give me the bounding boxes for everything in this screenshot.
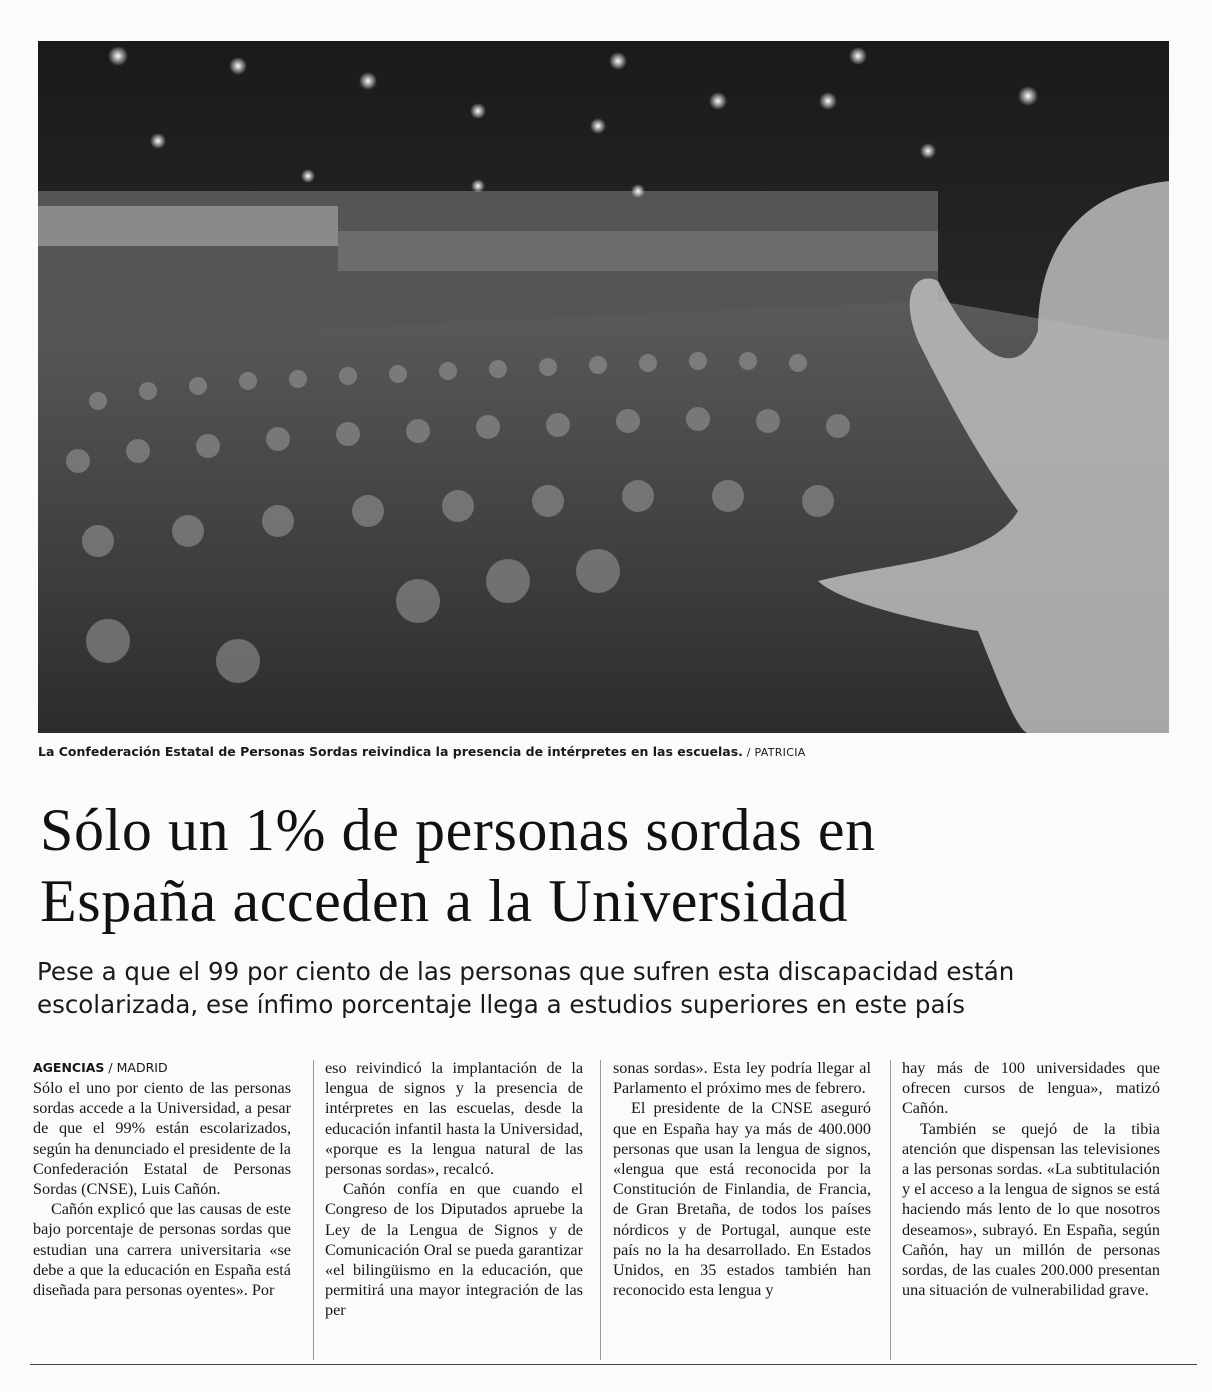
paragraph: eso reivindicó la implantación de la lengua de signos y la presencia de intérpretes en las escuelas, desde la educación infantil hasta la Universidad, «porque es la lengua natural de las personas sordas», recalcó. [325,1059,583,1179]
byline [33,1058,291,1078]
subhead-line-2: escolarizada, ese ínfimo porcentaje llega a estudios superiores en este país [37,990,966,1019]
paragraph: Sólo el uno por ciento de las personas sordas accede a la Universidad, a pesar de que el 99% están escolarizados, según ha denunciado el presidente de la Confederación Estatal de Personas Sordas (CNSE), Luis Cañón. [33,1079,291,1199]
article-column-4 [902,1058,1160,1300]
headline-line-1: Sólo un 1% de personas sordas en [40,797,876,863]
photo-caption [38,744,1178,759]
column-divider [600,1060,601,1360]
paragraph: Cañón explicó que las causas de este bajo porcentaje de personas sordas que estudian una carrera universitaria «se debe a que la educación en España está diseñada para personas oyentes». Por [33,1200,291,1300]
caption-text: La Confederación Estatal de Personas Sordas reivindica la presencia de intérpretes en las escuelas. [38,744,743,759]
article-column-2 [325,1058,583,1321]
byline-separator: / [104,1060,117,1075]
byline-city: MADRID [116,1060,168,1075]
paragraph: También se quejó de la tibia atención que dispensan las televisiones a las personas sordas. «La subtitulación y el acceso a la lengua de signos se está haciendo más lento de lo que nosotros deseamos», subrayó. En España, según Cañón, hay un millón de personas sordas, de las cuales 200.000 presentan una situación de vulnerabilidad grave. [902,1119,1160,1300]
subheadline [37,955,1197,1021]
paragraph: hay más de 100 universidades que ofrecen cursos de lengua», matizó Cañón. [902,1059,1160,1118]
paragraph: El presidente de la CNSE aseguró que en España hay ya más de 400.000 personas que usan la lengua de signos, «lengua que está reconocida por la Constitución de Finlandia, de Francia, de Gran Bretaña, de todos los países nórdicos y de Portugal, aunque este país no la ha desarrollado. En Estados Unidos, en 35 estados también han reconocido esta lengua y [613,1099,871,1300]
paragraph: Cañón confía en que cuando el Congreso de los Diputados apruebe la Ley de la Lengua de Signos y de Comunicación Oral se pueda garantizar «el bilingüismo en la educación, que permitirá una mayor integración de las per [325,1180,583,1320]
photo-credit: / PATRICIA [742,746,806,759]
headline-line-2: España acceden a la Universidad [40,868,849,934]
bottom-rule [30,1364,1197,1365]
headline [40,795,1180,937]
article-column-1 [33,1058,291,1300]
news-photo [38,41,1169,733]
byline-agency: AGENCIAS [33,1060,105,1075]
column-divider [890,1060,891,1360]
article-column-3 [613,1058,871,1300]
column-divider [313,1060,314,1360]
photo-auditorium-icon [38,41,1169,733]
subhead-line-1: Pese a que el 99 por ciento de las personas que sufren esta discapacidad están [37,957,1015,986]
paragraph: sonas sordas». Esta ley podría llegar al Parlamento el próximo mes de febrero. [613,1059,871,1098]
